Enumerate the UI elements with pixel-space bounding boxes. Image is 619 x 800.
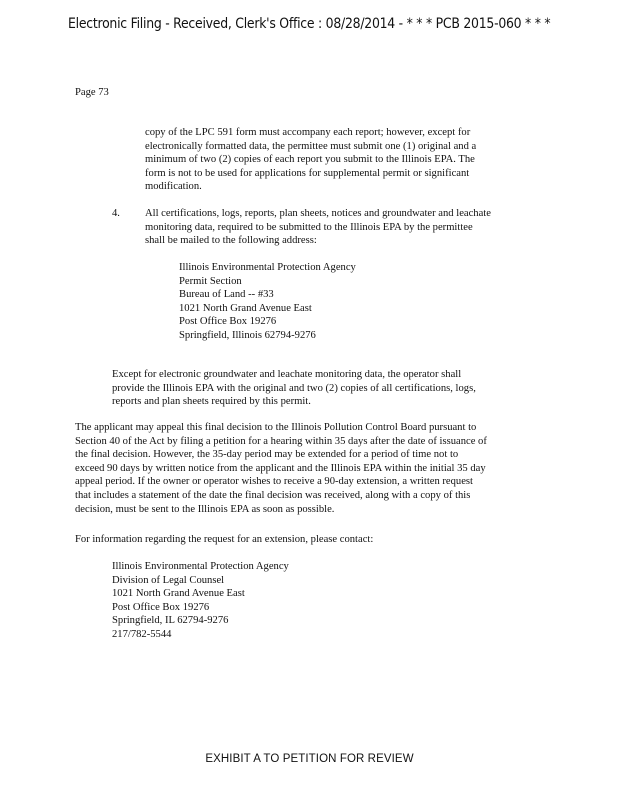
item-number: 4. [112,208,120,219]
text-line: decision, must be sent to the Illinois EPA as soon as possible. [75,503,335,515]
filing-stamp-header: Electronic Filing - Received, Clerk's Office : 08/28/2014 - * * * PCB 2015-060 * * * [68,16,551,32]
text-line: minimum of two (2) copies of each report you submit to the Illinois EPA. The [145,154,475,166]
text-line: electronically formatted data, the permittee must submit one (1) original and a [145,140,477,152]
text-line: Section 40 of the Act by filing a petition for a hearing within 35 days after the date of issuance of [75,435,487,447]
text-line: form is not to be used for applications for supplemental permit or significant [145,167,470,179]
contact-address [112,560,289,642]
text-line: monitoring data, required to be submitted to the Illinois EPA by the permittee [145,221,473,233]
text-line: modification. [145,181,202,193]
except-paragraph [112,368,476,409]
address-line: 1021 North Grand Avenue East [112,588,245,600]
address-line: Springfield, Illinois 62794-9276 [179,329,316,341]
appeal-paragraph [75,421,487,516]
text-line: appeal period. If the owner or operator wishes to receive a 90-day extension, a written request [75,476,473,488]
text-line: that includes a statement of the date the final decision was received, along with a copy of this [75,489,471,501]
contact-intro: For information regarding the request for an extension, please contact: [75,534,374,545]
text-line: shall be mailed to the following address: [145,235,317,247]
address-line: Post Office Box 19276 [179,316,277,328]
item-4-text [145,207,491,248]
text-line: reports and plan sheets required by this permit. [112,396,311,408]
text-line: exceed 90 days by written notice from the applicant and the Illinois EPA within the initial 35 day [75,462,486,474]
text-line: provide the Illinois EPA with the original and two (2) copies of all certifications, logs, [112,382,476,394]
address-line: Post Office Box 19276 [112,601,210,613]
text-line: Except for electronic groundwater and leachate monitoring data, the operator shall [112,369,462,380]
page-label: Page 73 [75,87,109,98]
mailing-address [179,261,356,343]
address-line: Division of Legal Counsel [112,574,225,586]
text-line: the final decision. However, the 35-day period may be extended for a period of time not to [75,449,459,461]
address-line: Illinois Environmental Protection Agency [112,561,289,572]
text-line: All certifications, logs, reports, plan sheets, notices and groundwater and leachate [145,208,491,219]
address-line: Bureau of Land -- #33 [179,289,274,301]
address-line: Illinois Environmental Protection Agency [179,262,356,273]
phone-line: 217/782-5544 [112,628,172,640]
text-line: The applicant may appeal this final decision to the Illinois Pollution Control Board pursuant to [75,422,477,433]
continuation-paragraph [145,126,476,194]
address-line: Permit Section [179,275,242,287]
exhibit-footer: EXHIBIT A TO PETITION FOR REVIEW [205,753,414,765]
address-line: Springfield, IL 62794-9276 [112,615,229,627]
address-line: 1021 North Grand Avenue East [179,302,312,314]
text-line: copy of the LPC 591 form must accompany each report; however, except for [145,127,471,138]
